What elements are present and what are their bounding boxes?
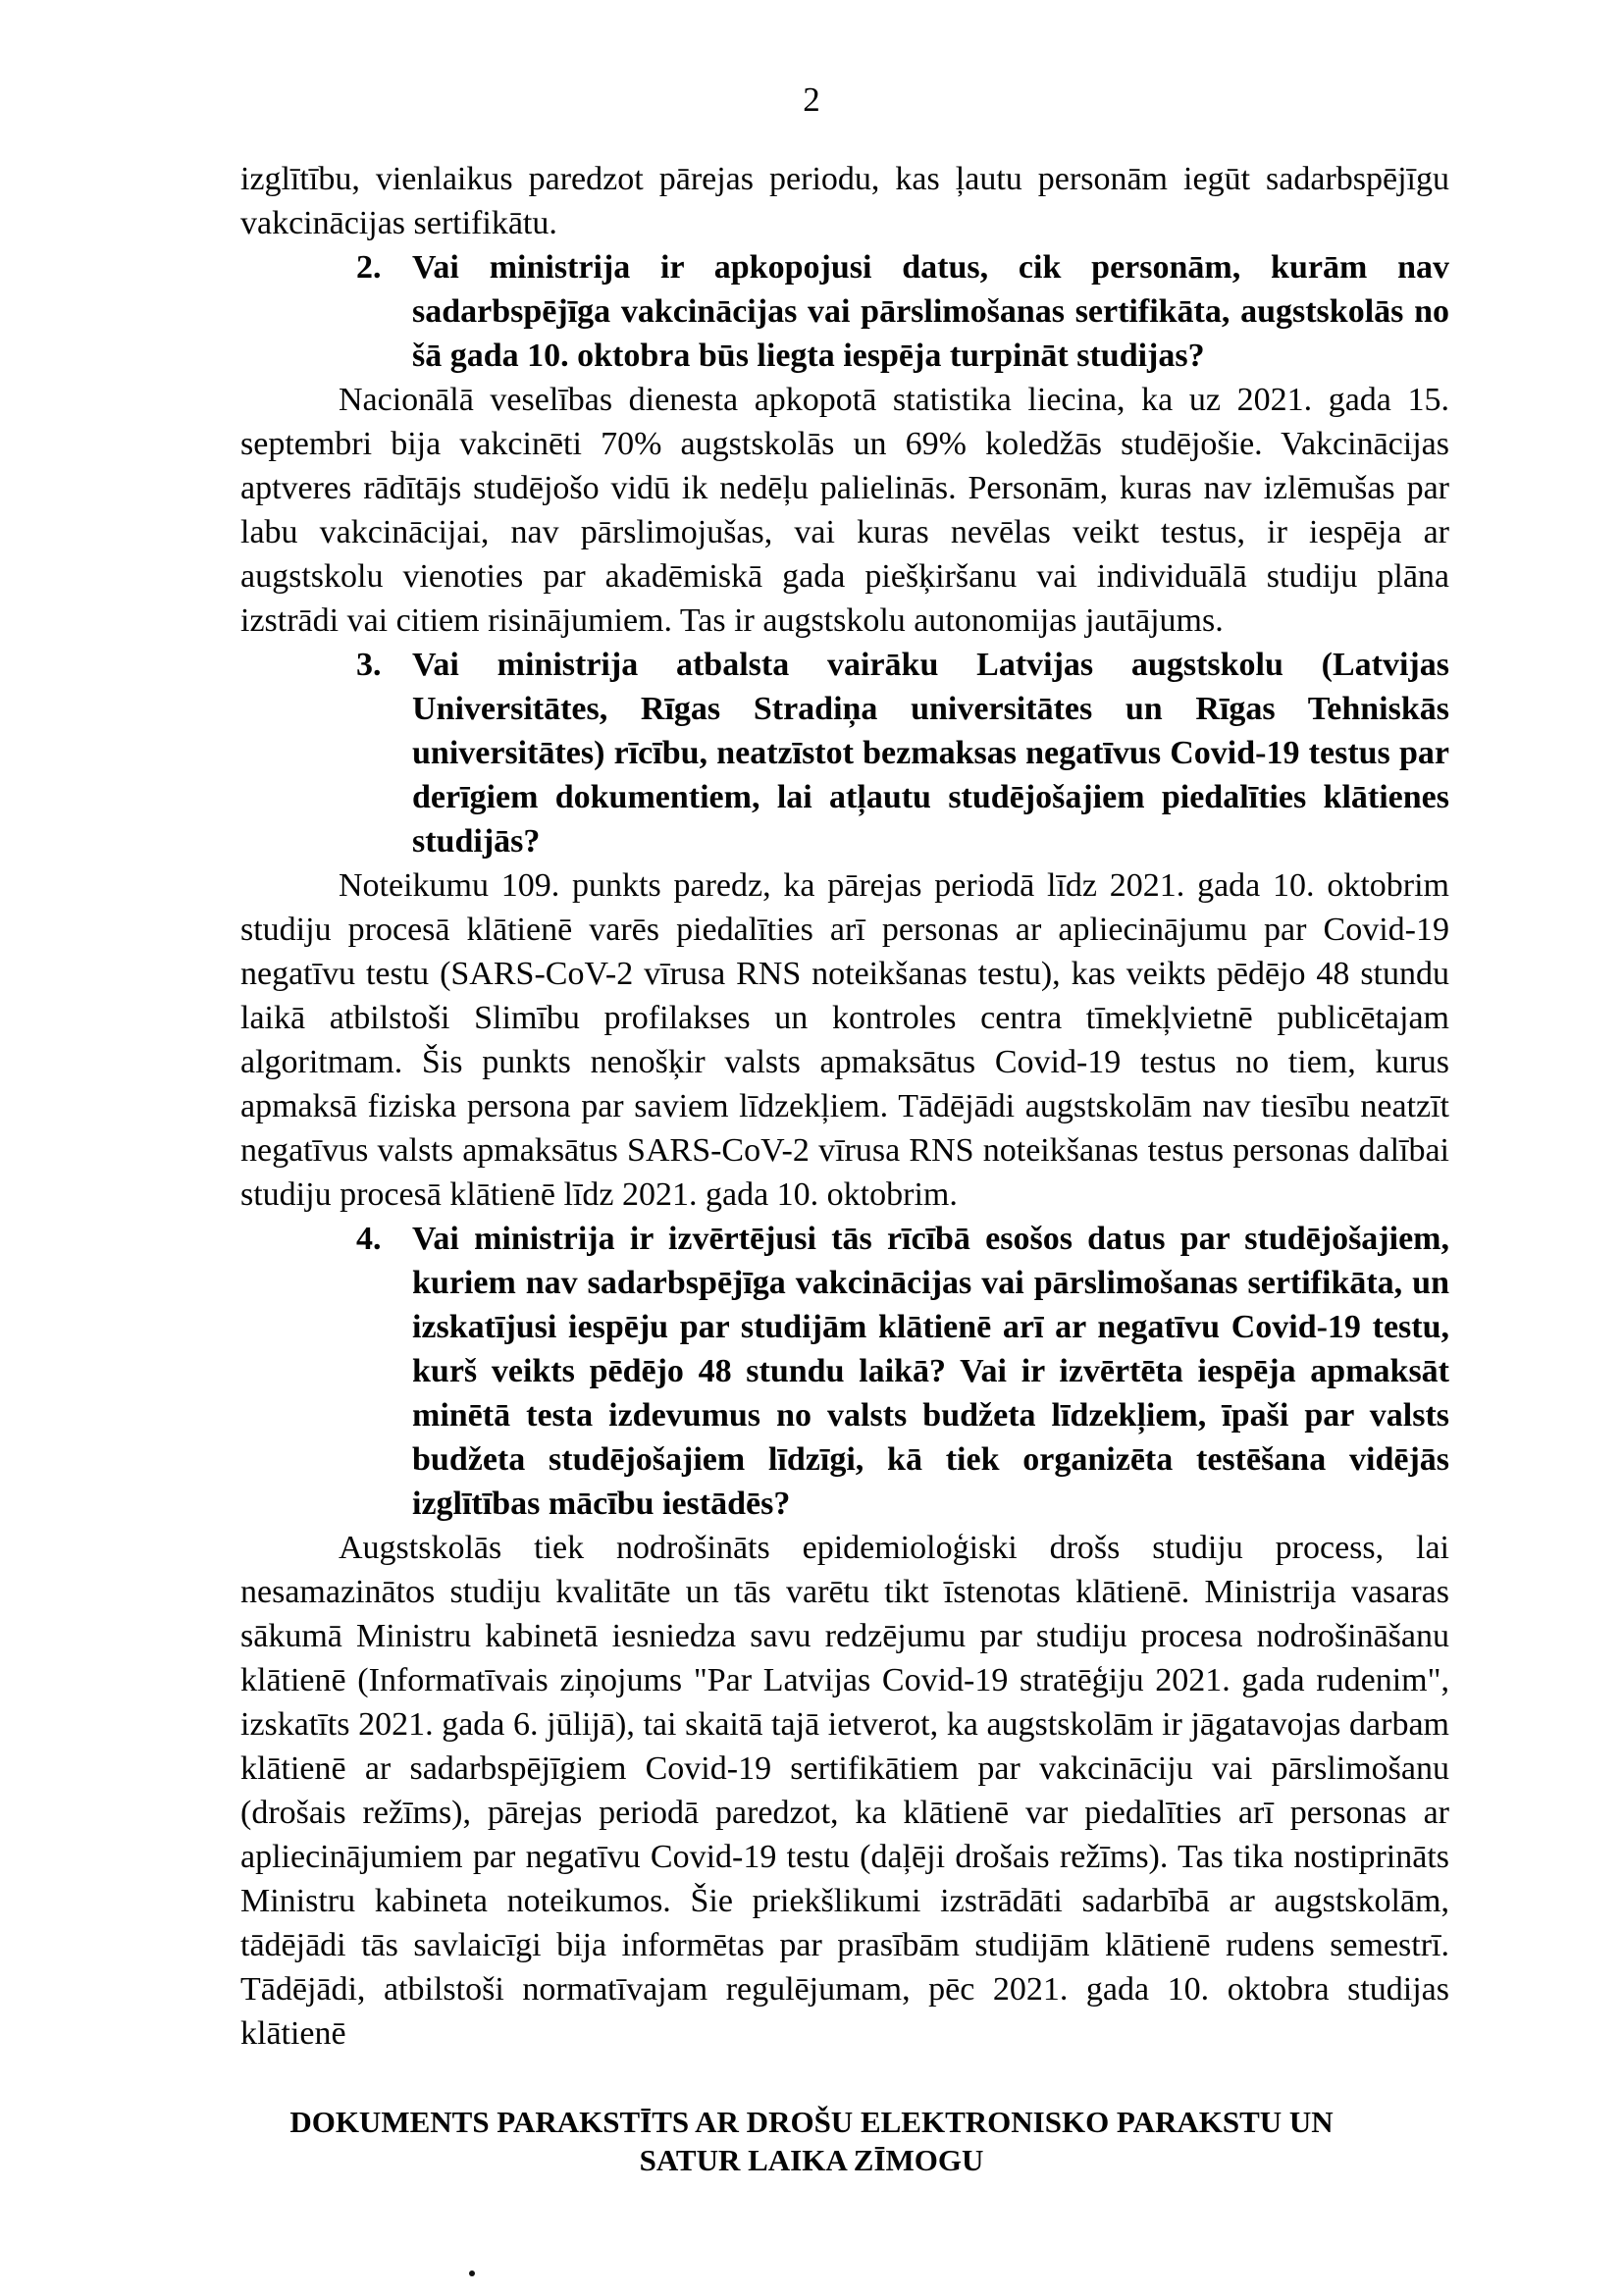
document-body [240, 157, 1449, 2056]
answer-paragraph-4: Augstskolās tiek nodrošināts epidemioloģiski drošs studiju process, lai nesamazinātos studiju kvalitāte un tās varētu tikt īstenotas klātienē. Ministrija vasaras sākumā Ministru kabinetā iesniedza savu redzējumu par studiju procesa nodrošināšanu klātienē (Informatīvais ziņojums "Par Latvijas Covid-19 stratēģiju 2021. gada rudenim", izskatīts 2021. gada 6. jūlijā), tai skaitā tajā ietverot, ka augstskolām ir jāgatavojas darbam klātienē ar sadarbspējīgiem Covid-19 sertifikātiem par vakcināciju vai pārslimošanu (drošais režīms), pārejas periodā paredzot, ka klātienē var piedalīties arī personas ar apliecinājumiem par negatīvu Covid-19 testu (daļēji drošais režīms). Tas tika nostiprināts Ministru kabineta noteikumos. Šie priekšlikumi izstrādāti sadarbībā ar augstskolām, tādējādi tās savlaicīgi bija informētas par prasībām studijām klātienē rudens semestrī. Tādējādi, atbilstoši normatīvajam regulējumam, pēc 2021. gada 10. oktobra studijas klātienē [240, 1530, 1449, 2052]
question-2-text: Vai ministrija ir apkopojusi datus, cik personām, kurām nav sadarbspējīga vakcinācijas vai pārslimošanas sertifikāta, augstskolās no šā gada 10. oktobra būs liegta iespēja turpināt studijas? [412, 249, 1449, 374]
paragraph-continuation: izglītību, vienlaikus paredzot pārejas periodu, kas ļautu personām iegūt sadarbspējīgu vakcinācijas sertifikātu. [240, 161, 1449, 241]
question-4-number: 4. [356, 1221, 382, 1257]
scan-artifact-dot [469, 2270, 475, 2276]
question-2-number: 2. [356, 249, 382, 286]
question-item-2 [240, 245, 1449, 378]
question-item-3 [240, 643, 1449, 863]
signature-footer-line-2: SATUR LAIKA ZĪMOGU [639, 2143, 984, 2177]
question-3-number: 3. [356, 647, 382, 683]
question-4-text: Vai ministrija ir izvērtējusi tās rīcībā esošos datus par studējošajiem, kuriem nav sadarbspējīga vakcinācijas vai pārslimošanas sertifikāta, un izskatījusi iespēju par studijām klātienē arī ar negatīvu Covid-19 testu, kurš veikts pēdējo 48 stundu laikā? Vai ir izvērtēta iespēja apmaksāt minētā testa izdevumus no valsts budžeta līdzekļiem, īpaši par valsts budžeta studējošajiem līdzīgi, kā tiek organizēta testēšana vidējās izglītības mācību iestādēs? [412, 1221, 1449, 1522]
signature-footer [0, 2103, 1623, 2179]
answer-paragraph-3: Noteikumu 109. punkts paredz, ka pārejas periodā līdz 2021. gada 10. oktobrim studiju procesā klātienē varēs piedalīties arī personas ar apliecinājumu par Covid-19 negatīvu testu (SARS-CoV-2 vīrusa RNS noteikšanas testu), kas veikts pēdējo 48 stundu laikā atbilstoši Slimību profilakses un kontroles centra tīmekļvietnē publicētajam algoritmam. Šis punkts nenošķir valsts apmaksātus Covid-19 testus no tiem, kurus apmaksā fiziska persona par saviem līdzekļiem. Tādējādi augstskolām nav tiesību neatzīt negatīvus valsts apmaksātus SARS-CoV-2 vīrusa RNS noteikšanas testus personas dalībai studiju procesā klātienē līdz 2021. gada 10. oktobrim. [240, 867, 1449, 1213]
signature-footer-line-1: DOKUMENTS PARAKSTĪTS AR DROŠU ELEKTRONISKO PARAKSTU UN [289, 2105, 1334, 2139]
page-number: 2 [803, 80, 820, 119]
question-3-text: Vai ministrija atbalsta vairāku Latvijas augstskolu (Latvijas Universitātes, Rīgas Stradiņa universitātes un Rīgas Tehniskās universitātes) rīcību, neatzīstot bezmaksas negatīvus Covid-19 testus par derīgiem dokumentiem, lai atļautu studējošajiem piedalīties klātienes studijās? [412, 647, 1449, 860]
answer-paragraph-2: Nacionālā veselības dienesta apkopotā statistika liecina, ka uz 2021. gada 15. septembri bija vakcinēti 70% augstskolās un 69% koledžās studējošie. Vakcinācijas aptveres rādītājs studējošo vidū ik nedēļu palielinās. Personām, kuras nav izlēmušas par labu vakcinācijai, nav pārslimojušas, vai kuras nevēlas veikt testus, ir iespēja ar augstskolu vienoties par akadēmiskā gada piešķiršanu vai individuālā studiju plāna izstrādi vai citiem risinājumiem. Tas ir augstskolu autonomijas jautājums. [240, 382, 1449, 639]
question-item-4 [240, 1217, 1449, 1526]
